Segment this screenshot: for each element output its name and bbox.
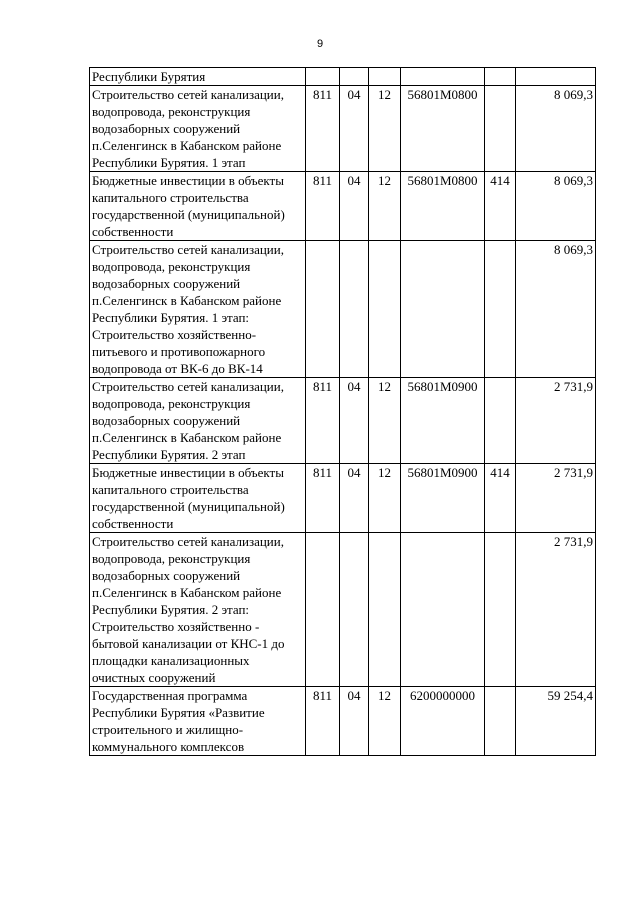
section-code-cell: 04 xyxy=(340,687,369,756)
expense-type-cell xyxy=(485,533,516,687)
amount-cell: 2 731,9 xyxy=(516,378,596,464)
subsection-code-cell: 12 xyxy=(369,378,401,464)
row-name-cell: Государственная программа Республики Бурятия «Развитие строительного и жилищно-коммунального комплексов xyxy=(90,687,306,756)
subsection-code-cell xyxy=(369,241,401,378)
table-row xyxy=(90,241,596,378)
table-row xyxy=(90,172,596,241)
target-article-cell: 6200000000 xyxy=(401,687,485,756)
section-code-cell: 04 xyxy=(340,464,369,533)
expense-type-cell: 414 xyxy=(485,464,516,533)
target-article-cell xyxy=(401,241,485,378)
target-article-cell: 56801M0900 xyxy=(401,378,485,464)
section-code-cell: 04 xyxy=(340,378,369,464)
amount-cell: 59 254,4 xyxy=(516,687,596,756)
table-row xyxy=(90,533,596,687)
ministry-code-cell: 811 xyxy=(306,464,340,533)
ministry-code-cell: 811 xyxy=(306,378,340,464)
subsection-code-cell: 12 xyxy=(369,86,401,172)
row-name-cell: Бюджетные инвестиции в объекты капитального строительства государственной (муниципальной) собственности xyxy=(90,172,306,241)
expense-type-cell xyxy=(485,68,516,86)
row-name-cell: Строительство сетей канализации, водопровода, реконструкция водозаборных сооружений п.Селенгинск в Кабанском районе Республики Бурятия. 2 этап: Строительство хозяйственно - бытовой канализации от КНС-1 до площадки канализационных очистных сооружений xyxy=(90,533,306,687)
expense-type-cell xyxy=(485,86,516,172)
page-number: 9 xyxy=(316,38,324,50)
table-row xyxy=(90,464,596,533)
section-code-cell: 04 xyxy=(340,172,369,241)
ministry-code-cell xyxy=(306,533,340,687)
subsection-code-cell: 12 xyxy=(369,172,401,241)
row-name-cell: Бюджетные инвестиции в объекты капитального строительства государственной (муниципальной) собственности xyxy=(90,464,306,533)
table-row xyxy=(90,68,596,86)
ministry-code-cell xyxy=(306,68,340,86)
expense-type-cell xyxy=(485,378,516,464)
target-article-cell xyxy=(401,68,485,86)
subsection-code-cell xyxy=(369,68,401,86)
subsection-code-cell xyxy=(369,533,401,687)
table-row xyxy=(90,687,596,756)
subsection-code-cell: 12 xyxy=(369,687,401,756)
amount-cell: 8 069,3 xyxy=(516,241,596,378)
target-article-cell: 56801M0900 xyxy=(401,464,485,533)
target-article-cell xyxy=(401,533,485,687)
amount-cell xyxy=(516,68,596,86)
expense-type-cell xyxy=(485,241,516,378)
amount-cell: 2 731,9 xyxy=(516,464,596,533)
expense-type-cell: 414 xyxy=(485,172,516,241)
section-code-cell xyxy=(340,241,369,378)
ministry-code-cell: 811 xyxy=(306,86,340,172)
amount-cell: 8 069,3 xyxy=(516,172,596,241)
row-name-cell: Республики Бурятия xyxy=(90,68,306,86)
target-article-cell: 56801M0800 xyxy=(401,172,485,241)
row-name-cell: Строительство сетей канализации, водопровода, реконструкция водозаборных сооружений п.Селенгинск в Кабанском районе Республики Бурятия. 2 этап xyxy=(90,378,306,464)
budget-table-body xyxy=(90,68,596,756)
ministry-code-cell: 811 xyxy=(306,172,340,241)
ministry-code-cell xyxy=(306,241,340,378)
amount-cell: 8 069,3 xyxy=(516,86,596,172)
target-article-cell: 56801M0800 xyxy=(401,86,485,172)
table-row xyxy=(90,86,596,172)
section-code-cell xyxy=(340,68,369,86)
budget-table xyxy=(89,67,596,756)
section-code-cell: 04 xyxy=(340,86,369,172)
section-code-cell xyxy=(340,533,369,687)
ministry-code-cell: 811 xyxy=(306,687,340,756)
amount-cell: 2 731,9 xyxy=(516,533,596,687)
expense-type-cell xyxy=(485,687,516,756)
row-name-cell: Строительство сетей канализации, водопровода, реконструкция водозаборных сооружений п.Селенгинск в Кабанском районе Республики Бурятия. 1 этап: Строительство хозяйственно-питьевого и противопожарного водопровода от ВК-6 до ВК-14 xyxy=(90,241,306,378)
row-name-cell: Строительство сетей канализации, водопровода, реконструкция водозаборных сооружений п.Селенгинск в Кабанском районе Республики Бурятия. 1 этап xyxy=(90,86,306,172)
table-row xyxy=(90,378,596,464)
subsection-code-cell: 12 xyxy=(369,464,401,533)
